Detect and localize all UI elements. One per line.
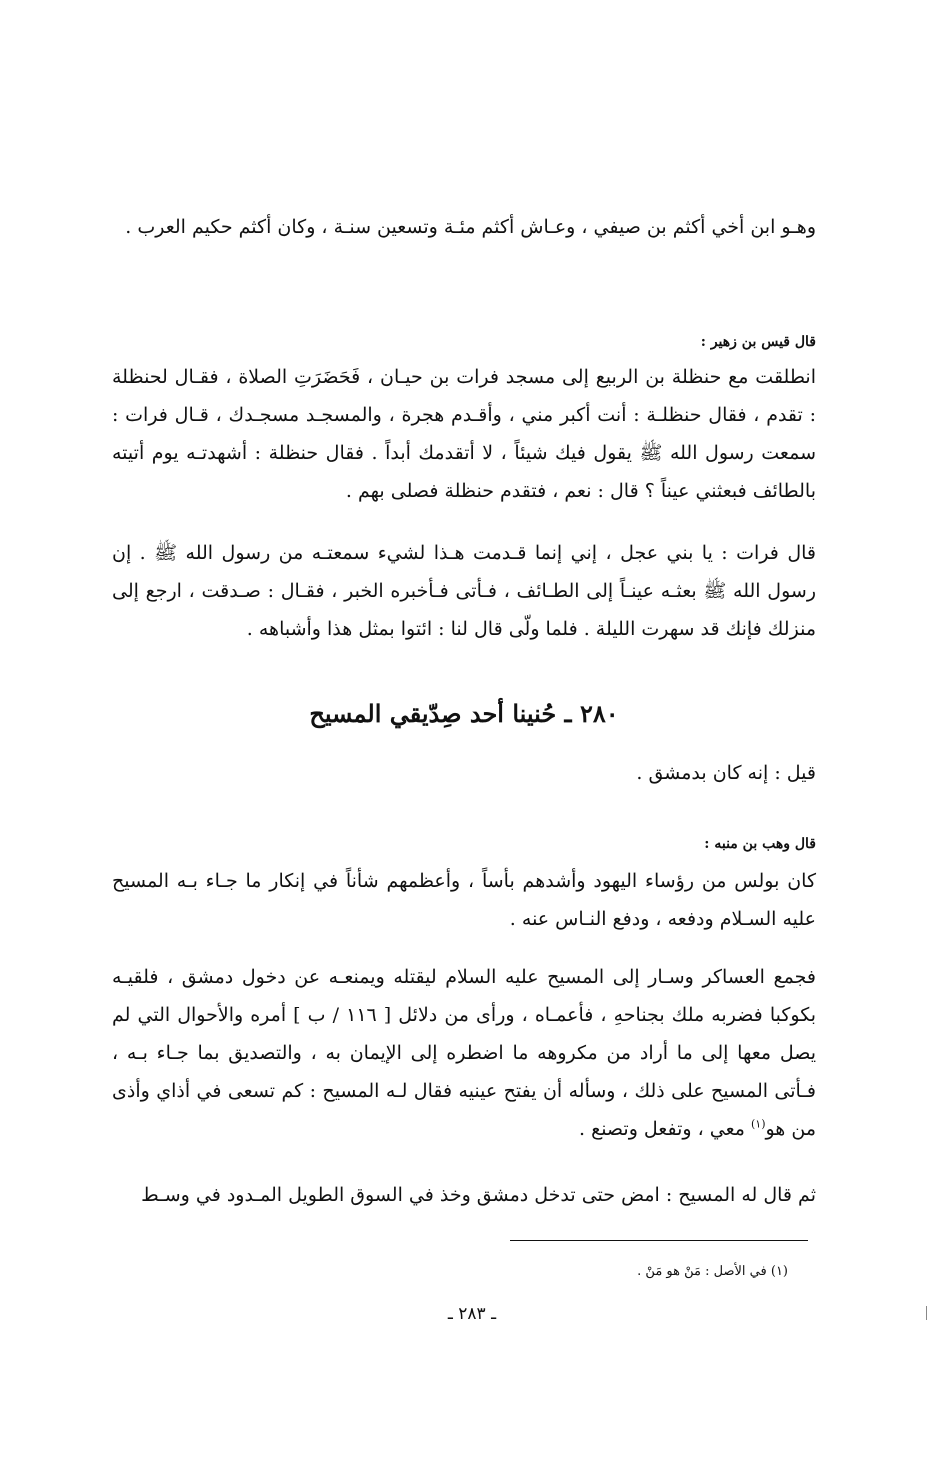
footnote-divider bbox=[510, 1240, 808, 1241]
paragraph-qil: قيل : إنه كان بدمشق . bbox=[636, 762, 816, 784]
paragraph-qays-2 bbox=[112, 534, 816, 648]
footnote-text: (١) في الأصل : مَنْ هو مَنْ . bbox=[637, 1264, 788, 1279]
footnote-marker: (١) bbox=[750, 1117, 766, 1131]
paragraph-wahb-1-text: كان بولس من رؤساء اليهود وأشدهم بأساً ، وأعظمهم شأناً في إنكار ما جـاء بـه المسيح عليه السـلام ودفعه ، ودفع النـاس عنه . bbox=[112, 870, 816, 930]
paragraph-qays-1 bbox=[112, 358, 816, 510]
paragraph-qays-1-text: انطلقت مع حنظلة بن الربيع إلى مسجد فرات بن حيـان ، فَحَضَرَتِ الصلاة ، فقـال لحنظلة : تقدم ، فقال حنظلـة : أنت أكبر مني ، وأقـدم هجرة ، والمسجـد مسجـدك ، قـال فرات : سمعت رسول الله ﷺ يقول فيك شيئاً ، لا أتقدمك أبداً . فقال حنظلة : أشهدتـه يوم أتيته بالطائف فبعثني عيناً ؟ قال : نعم ، فتقدم حنظلة فصلى بهم . bbox=[112, 366, 816, 502]
paragraph-intro-text: وهـو ابن أخي أكثم بن صيفي ، وعـاش أكثم مئـة وتسعين سنـة ، وكان أكثم حكيم العرب . bbox=[125, 216, 816, 238]
paragraph-wahb-1 bbox=[112, 862, 816, 938]
paragraph-intro bbox=[112, 208, 816, 246]
paragraph-wahb-3-text: ثم قال له المسيح : امض حتى تدخل دمشق وخذ في السوق الطويل المـدود في وسـط bbox=[141, 1184, 816, 1206]
paragraph-wahb-2-part1: فجمع العساكر وسـار إلى المسيح عليه السلام ليقتله ويمنعـه عن دخول دمشق ، فلقيـه بكوكبا فضربه ملك بجناحهِ ، فأعمـاه ، ورأى من دلائل [ ١١٦ / ب ] أمره والأحوال التي لم يصل معها إلى ما أراد من مكروهه ما اضطره إلى الإيمان به ، والتصديق بما جـاء بـه ، فـأتى المسيح على ذلك ، وسأله أن يفتح عينيه فقال لـه المسيح : كم تسعى في أذاي وأذى من هو bbox=[112, 966, 816, 1140]
paragraph-qays-2-text: قال فرات : يا بني عجل ، إني إنما قـدمت هـذا لشيء سمعتـه من رسول الله ﷺ . إن رسول الله ﷺ بعثـه عينـاً إلى الطـائف ، فـأتى فـأخبره الخبر ، فقـال : صـدقت ، ارجع إلى منزلك فإنك قد سهرت الليلة . فلما ولّى قال لنا : ائتوا بمثل هذا وأشباهه . bbox=[112, 542, 816, 640]
speaker-wahb: قال وهب بن منبه : bbox=[704, 836, 816, 852]
page-number: ـ ٢٨٣ ـ bbox=[447, 1304, 497, 1324]
section-heading: ٢٨٠ ـ حُنينا أحد صِدّيقي المسيح bbox=[309, 699, 619, 728]
margin-mark bbox=[926, 1306, 927, 1320]
paragraph-wahb-3 bbox=[112, 1176, 816, 1214]
paragraph-wahb-2-part2: معي ، وتفعل وتصنع . bbox=[579, 1118, 751, 1140]
paragraph-wahb-2 bbox=[112, 958, 816, 1148]
paragraph-wahb-2-text bbox=[112, 958, 816, 1148]
speaker-qays: قال قيس بن زهير : bbox=[700, 334, 816, 350]
